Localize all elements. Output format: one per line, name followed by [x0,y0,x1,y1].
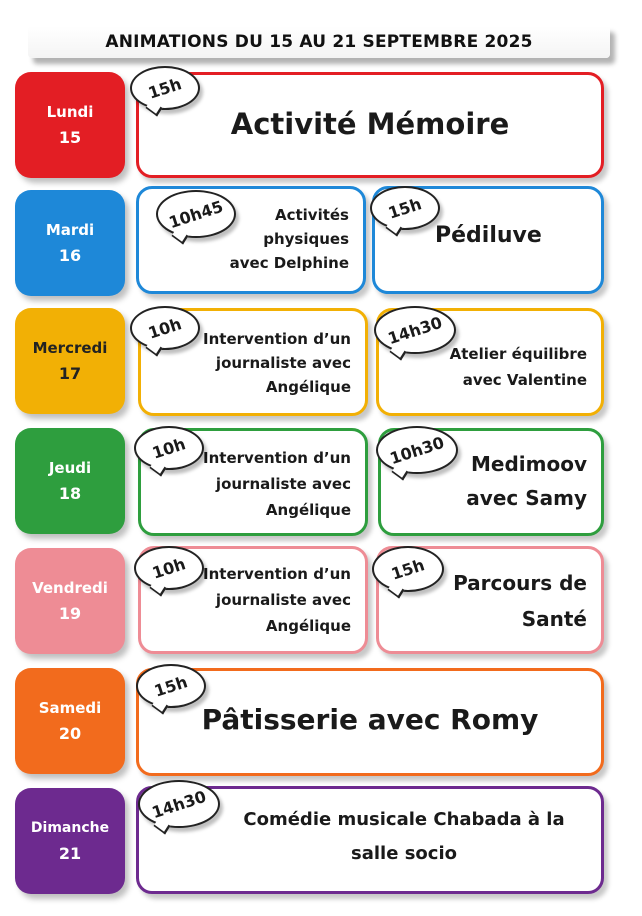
time-bubble: 15h [136,664,206,708]
time-bubble: 10h [130,306,200,350]
time-bubble: 15h [370,186,440,230]
day-date: 18 [58,484,82,503]
day-date: 21 [58,844,82,863]
day-date: 16 [58,246,82,265]
event-title: Pâtisserie avec Romy [201,703,539,736]
event-text: Activités physiques avec Delphine [229,206,349,272]
event-text: Intervention d’un journaliste avec Angélique [203,330,351,396]
day-name: Mardi [45,221,95,239]
time-bubble: 14h30 [138,780,220,828]
day-date: 15 [58,128,82,147]
day-name: Mercredi [32,339,108,357]
time-bubble: 10h45 [156,190,236,238]
time-bubble: 10h30 [376,426,458,474]
day-badge-dimanche [15,788,125,894]
day-badge-samedi [15,668,125,774]
day-badge-vendredi [15,548,125,654]
day-badge-lundi [15,72,125,178]
day-badge-jeudi [15,428,125,534]
time-bubble: 10h [134,546,204,590]
event-text: Intervention d’un journaliste avec Angélique [203,565,351,635]
time-bubble: 14h30 [374,306,456,354]
event-title: Activité Mémoire [230,107,510,141]
event-text: Intervention d’un journaliste avec Angélique [203,449,351,519]
day-name: Dimanche [30,820,110,836]
day-name: Lundi [46,103,94,121]
day-badge-mercredi [15,308,125,414]
day-name: Jeudi [48,459,92,477]
event-samedi [136,668,604,776]
day-name: Vendredi [32,579,108,597]
day-date: 19 [58,604,82,623]
event-lundi [136,72,604,178]
day-name: Samedi [38,699,102,717]
event-text: Parcours de Santé [453,571,587,631]
event-title: Pédiluve [435,223,542,248]
page-title: ANIMATIONS DU 15 AU 21 SEPTEMBRE 2025 [28,26,610,58]
day-badge-mardi [15,190,125,296]
event-text: Medimoov avec Samy [466,452,587,510]
time-bubble: 10h [134,426,204,470]
day-date: 20 [58,724,82,743]
time-bubble: 15h [130,66,200,110]
time-bubble: 15h [372,546,444,592]
event-text: Atelier équilibre avec Valentine [449,345,587,389]
day-date: 17 [58,364,82,383]
event-text: Comédie musicale Chabada à la salle socio [243,809,565,864]
